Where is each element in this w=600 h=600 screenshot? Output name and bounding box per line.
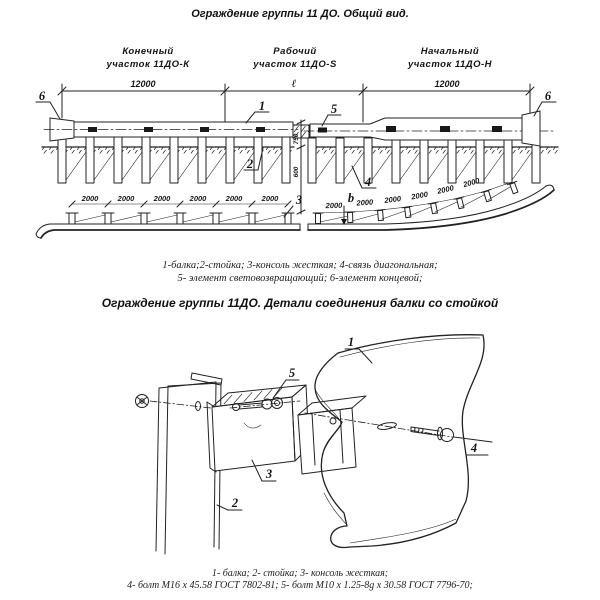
callout-reflector: 5 — [330, 102, 338, 116]
svg-text:b: b — [347, 191, 355, 205]
caption-line-2: 5- элемент световозвращающий; 6-элемент концевой; — [177, 273, 423, 284]
dim-post-spacing: 2000 — [117, 194, 135, 203]
caption-line-1: 1-балка;2-стойка; 3-консоль жесткая; 4-связь диагональная; — [162, 260, 438, 271]
callout-console: 3 — [295, 193, 303, 207]
callout-bolt-m10: 5 — [288, 366, 296, 380]
caption-line-1: 1- балка; 2- стойка; 3- консоль жесткая; — [211, 568, 389, 579]
callout-diagonal-tie: 4 — [364, 175, 372, 189]
plan-view-left — [36, 193, 302, 238]
section-work-label-line1: Рабочий — [273, 46, 317, 57]
console-bracket — [207, 385, 309, 472]
dim-post-spacing: 2000 — [383, 194, 402, 206]
section-start-label-line2: участок 11ДО-Н — [407, 59, 493, 70]
bottom-drawing-caption — [0, 568, 600, 592]
dim-right-length: 12000 — [434, 79, 460, 89]
section-start-label-line1: Начальный — [420, 46, 480, 57]
callout-end-element-left: 6 — [38, 89, 46, 103]
dim-post-spacing: 2000 — [261, 194, 279, 203]
spacing-dimension-left — [69, 194, 291, 207]
length-dimension — [58, 78, 534, 122]
caption-line-2: 4- болт М16 х 45.58 ГОСТ 7802-81; 5- болт М10 х 1.25-8g х 30.58 ГОСТ 7796-70; — [127, 580, 473, 591]
dim-post-spacing: 2000 — [81, 194, 99, 203]
post-channel — [156, 373, 222, 554]
posts-plan-left — [66, 213, 294, 224]
dim-post-spacing: 2000 — [189, 194, 207, 203]
dim-left-length: 12000 — [130, 79, 156, 89]
callout-beam: 1 — [347, 335, 355, 349]
end-element-right — [522, 111, 540, 146]
dim-post-spacing: 2000 — [462, 175, 481, 190]
callout-bolt-m16: 4 — [470, 441, 478, 455]
callout-post: 2 — [246, 157, 254, 171]
bottom-drawing-title: Ограждение группы 11ДО. Детали соединения балки со стойкой — [101, 296, 499, 310]
dim-post-spacing: 2000 — [153, 194, 171, 203]
callout-post: 2 — [231, 496, 239, 510]
dim-post-spacing: 2000 — [436, 183, 455, 196]
section-end-label-line2: участок 11ДО-К — [106, 59, 190, 70]
dim-height-above: 750 — [293, 133, 300, 145]
section-labels — [105, 46, 492, 70]
section-work-label-line2: участок 11ДО-S — [253, 59, 337, 70]
callout-end-element-right: 6 — [544, 89, 552, 103]
top-drawing-svg — [0, 36, 600, 252]
dim-work-length: ℓ — [291, 78, 297, 90]
dim-post-spacing: 2000 — [325, 200, 343, 211]
plan-view-right — [308, 176, 554, 230]
dim-height-below: 600 — [293, 166, 300, 178]
bottom-drawing-svg — [100, 325, 500, 563]
dim-post-spacing: 2000 — [410, 189, 429, 202]
dim-post-spacing: 2000 — [225, 194, 243, 203]
dim-post-spacing: 2000 — [356, 197, 374, 208]
spacer-channel — [298, 396, 366, 474]
section-end-label-line1: Конечный — [122, 46, 174, 57]
top-drawing-title: Ограждение группы 11 ДО. Общий вид. — [191, 8, 409, 20]
callout-console: 3 — [265, 467, 273, 481]
callout-beam: 1 — [258, 99, 266, 113]
top-drawing-caption — [0, 259, 600, 285]
